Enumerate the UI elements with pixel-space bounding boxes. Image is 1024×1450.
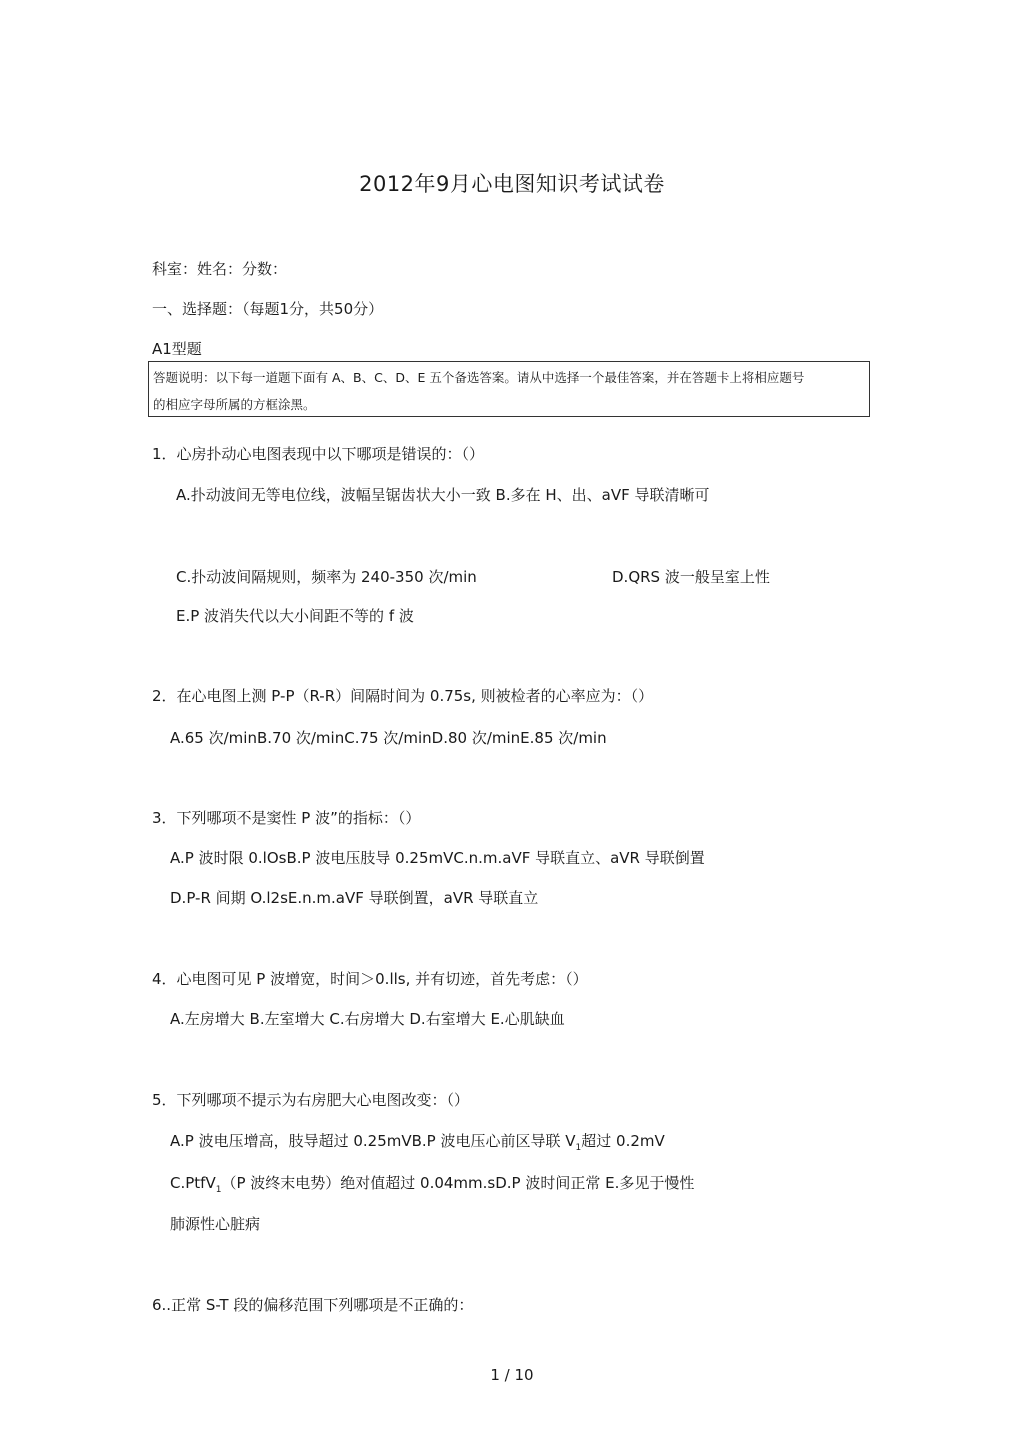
header-fields: 科室：姓名：分数： <box>152 260 288 278</box>
question-2-stem: 2．在心电图上测 P-P（R-R）间隔时间为 0.75s, 则被检者的心率应为：（） <box>152 687 654 705</box>
question-1-stem: 1．心房扑动心电图表现中以下哪项是错误的：（） <box>152 445 485 463</box>
question-6-stem: 6..正常 S-T 段的偏移范围下列哪项是不正确的： <box>152 1296 474 1314</box>
page-title: 2012年9月心电图知识考试试卷 <box>359 172 665 196</box>
subscript: 1 <box>215 1185 222 1195</box>
question-5-option-line <box>170 1172 694 1195</box>
question-5-line-text: C.PtfV <box>170 1174 216 1192</box>
subscript: 1 <box>575 1143 582 1153</box>
question-5-stem: 5．下列哪项不提示为右房肥大心电图改变：（） <box>152 1091 470 1109</box>
question-5-line-text: A.P 波电压增高，肢导超过 0.25mVB.P 波电压心前区导联 V <box>170 1132 576 1150</box>
question-4-stem: 4．心电图可见 P 波增宽，时间＞0.lls, 并有切迹，首先考虑：（） <box>152 970 588 988</box>
section-heading: 一、选择题：（每题1分，共50分） <box>152 300 384 318</box>
question-5-line-text: （P 波终末电势）绝对值超过 0.04mm.sD.P 波时间正常 E.多见于慢性 <box>221 1174 695 1192</box>
question-1-option-line: C.扑动波间隔规则，频率为 240-350 次/min <box>176 568 477 586</box>
question-1-option-line: D.QRS 波一般呈室上性 <box>612 568 770 586</box>
question-5-option-line <box>170 1130 665 1153</box>
instructions-line-1: 答题说明：以下每一道题下面有 A、B、C、D、E 五个备选答案。请从中选择一个最佳答案，并在答题卡上将相应题号 <box>153 370 805 385</box>
question-1-option-line: E.P 波消失代以大小间距不等的 f 波 <box>176 607 414 625</box>
question-4-option-line: A.左房增大 B.左室增大 C.右房增大 D.右室增大 E.心肌缺血 <box>170 1010 565 1028</box>
instructions-line-2: 的相应字母所属的方框涂黑。 <box>153 397 316 412</box>
question-type: A1型题 <box>152 340 202 358</box>
question-1-option-line: A.扑动波间无等电位线，波幅呈锯齿状大小一致 B.多在 H、出、aVF 导联清晰可 <box>176 486 710 504</box>
question-3-option-line: A.P 波时限 0.lOsB.P 波电压肢导 0.25mVC.n.m.aVF 导联直立、aVR 导联倒置 <box>170 849 705 867</box>
page-number: 1 / 10 <box>490 1366 534 1384</box>
question-5-option-line: 肺源性心脏病 <box>170 1215 261 1233</box>
question-3-stem: 3．下列哪项不是窦性 P 波”的指标：（） <box>152 809 421 827</box>
question-2-option-line: A.65 次/minB.70 次/minC.75 次/minD.80 次/minE.85 次/min <box>170 729 607 747</box>
question-3-option-line: D.P-R 间期 O.l2sE.n.m.aVF 导联倒置，aVR 导联直立 <box>170 889 539 907</box>
question-5-line-text: 超过 0.2mV <box>581 1132 665 1150</box>
instructions-box <box>148 361 870 417</box>
